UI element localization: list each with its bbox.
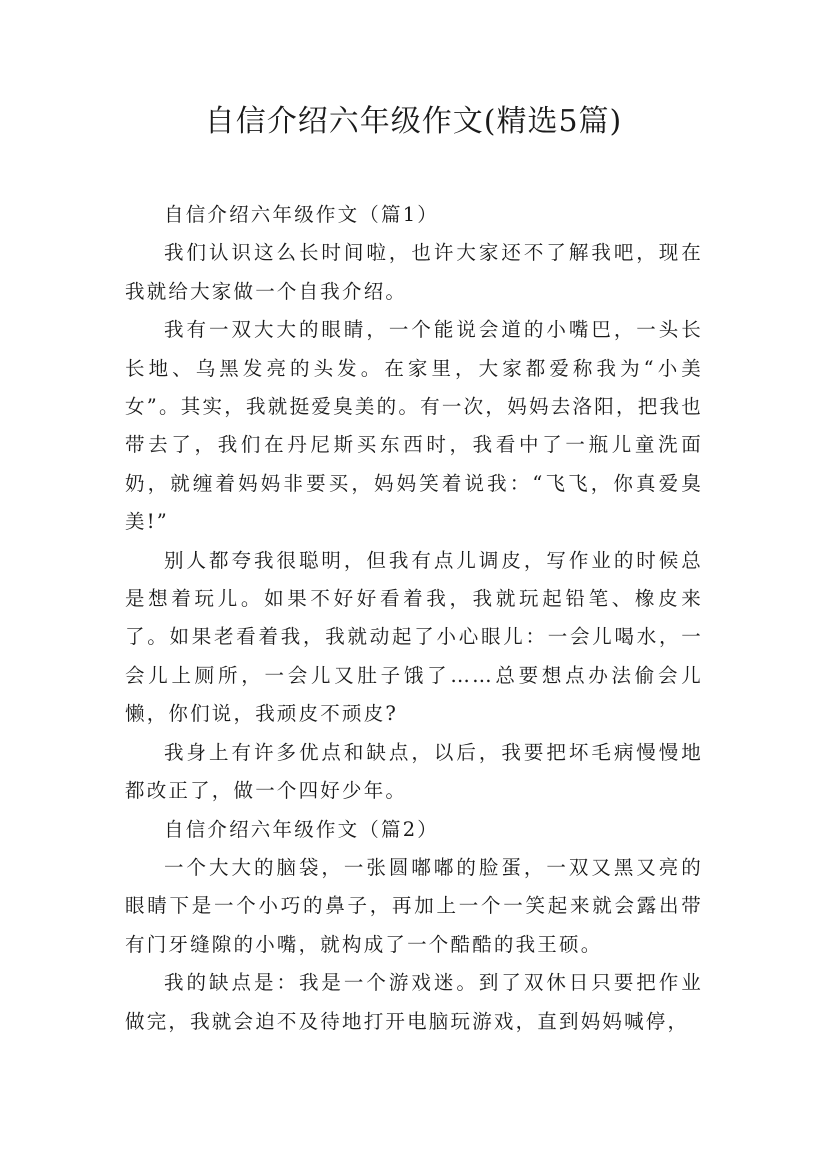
section-heading: 自信介绍六年级作文（篇1） (164, 203, 440, 226)
body-paragraph: 一个大大的脑袋，一张圆嘟嘟的脸蛋，一双又黑又亮的眼睛下是一个小巧的鼻子，再加上一个一笑起来就会露出带有门牙缝隙的小嘴，就构成了一个酷酷的我王硕。 (125, 855, 703, 956)
body-paragraph: 我们认识这么长时间啦，也许大家还不了解我吧，现在我就给大家做一个自我介绍。 (125, 241, 703, 303)
body-paragraph: 我有一双大大的眼睛，一个能说会道的小嘴巴，一头长长地、乌黑发亮的头发。在家里，大家都爱称我为“小美女”。其实，我就挺爱臭美的。有一次，妈妈去洛阳，把我也带去了，我们在丹尼斯买东西时，我看中了一瓶儿童洗面奶，就缠着妈妈非要买，妈妈笑着说我：“飞飞，你真爱臭美!” (125, 318, 703, 534)
document-title: 自信介绍六年级作文(精选5篇) (204, 104, 623, 139)
body-paragraph: 我身上有许多优点和缺点，以后，我要把坏毛病慢慢地都改正了，做一个四好少年。 (125, 740, 703, 803)
document-body (125, 196, 703, 1041)
section-heading: 自信介绍六年级作文（篇2） (164, 817, 440, 841)
body-paragraph: 别人都夸我很聪明，但我有点儿调皮，写作业的时候总是想着玩儿。如果不好好看着我，我就玩起铅笔、橡皮来了。如果老看着我，我就动起了小心眼儿：一会儿喝水，一会儿上厕所，一会儿又肚子饿了……总要想点办法偷会儿懒，你们说，我顽皮不顽皮? (125, 548, 703, 726)
body-paragraph: 我的缺点是：我是一个游戏迷。到了双休日只要把作业做完，我就会迫不及待地打开电脑玩游戏，直到妈妈喊停， (125, 971, 703, 1033)
